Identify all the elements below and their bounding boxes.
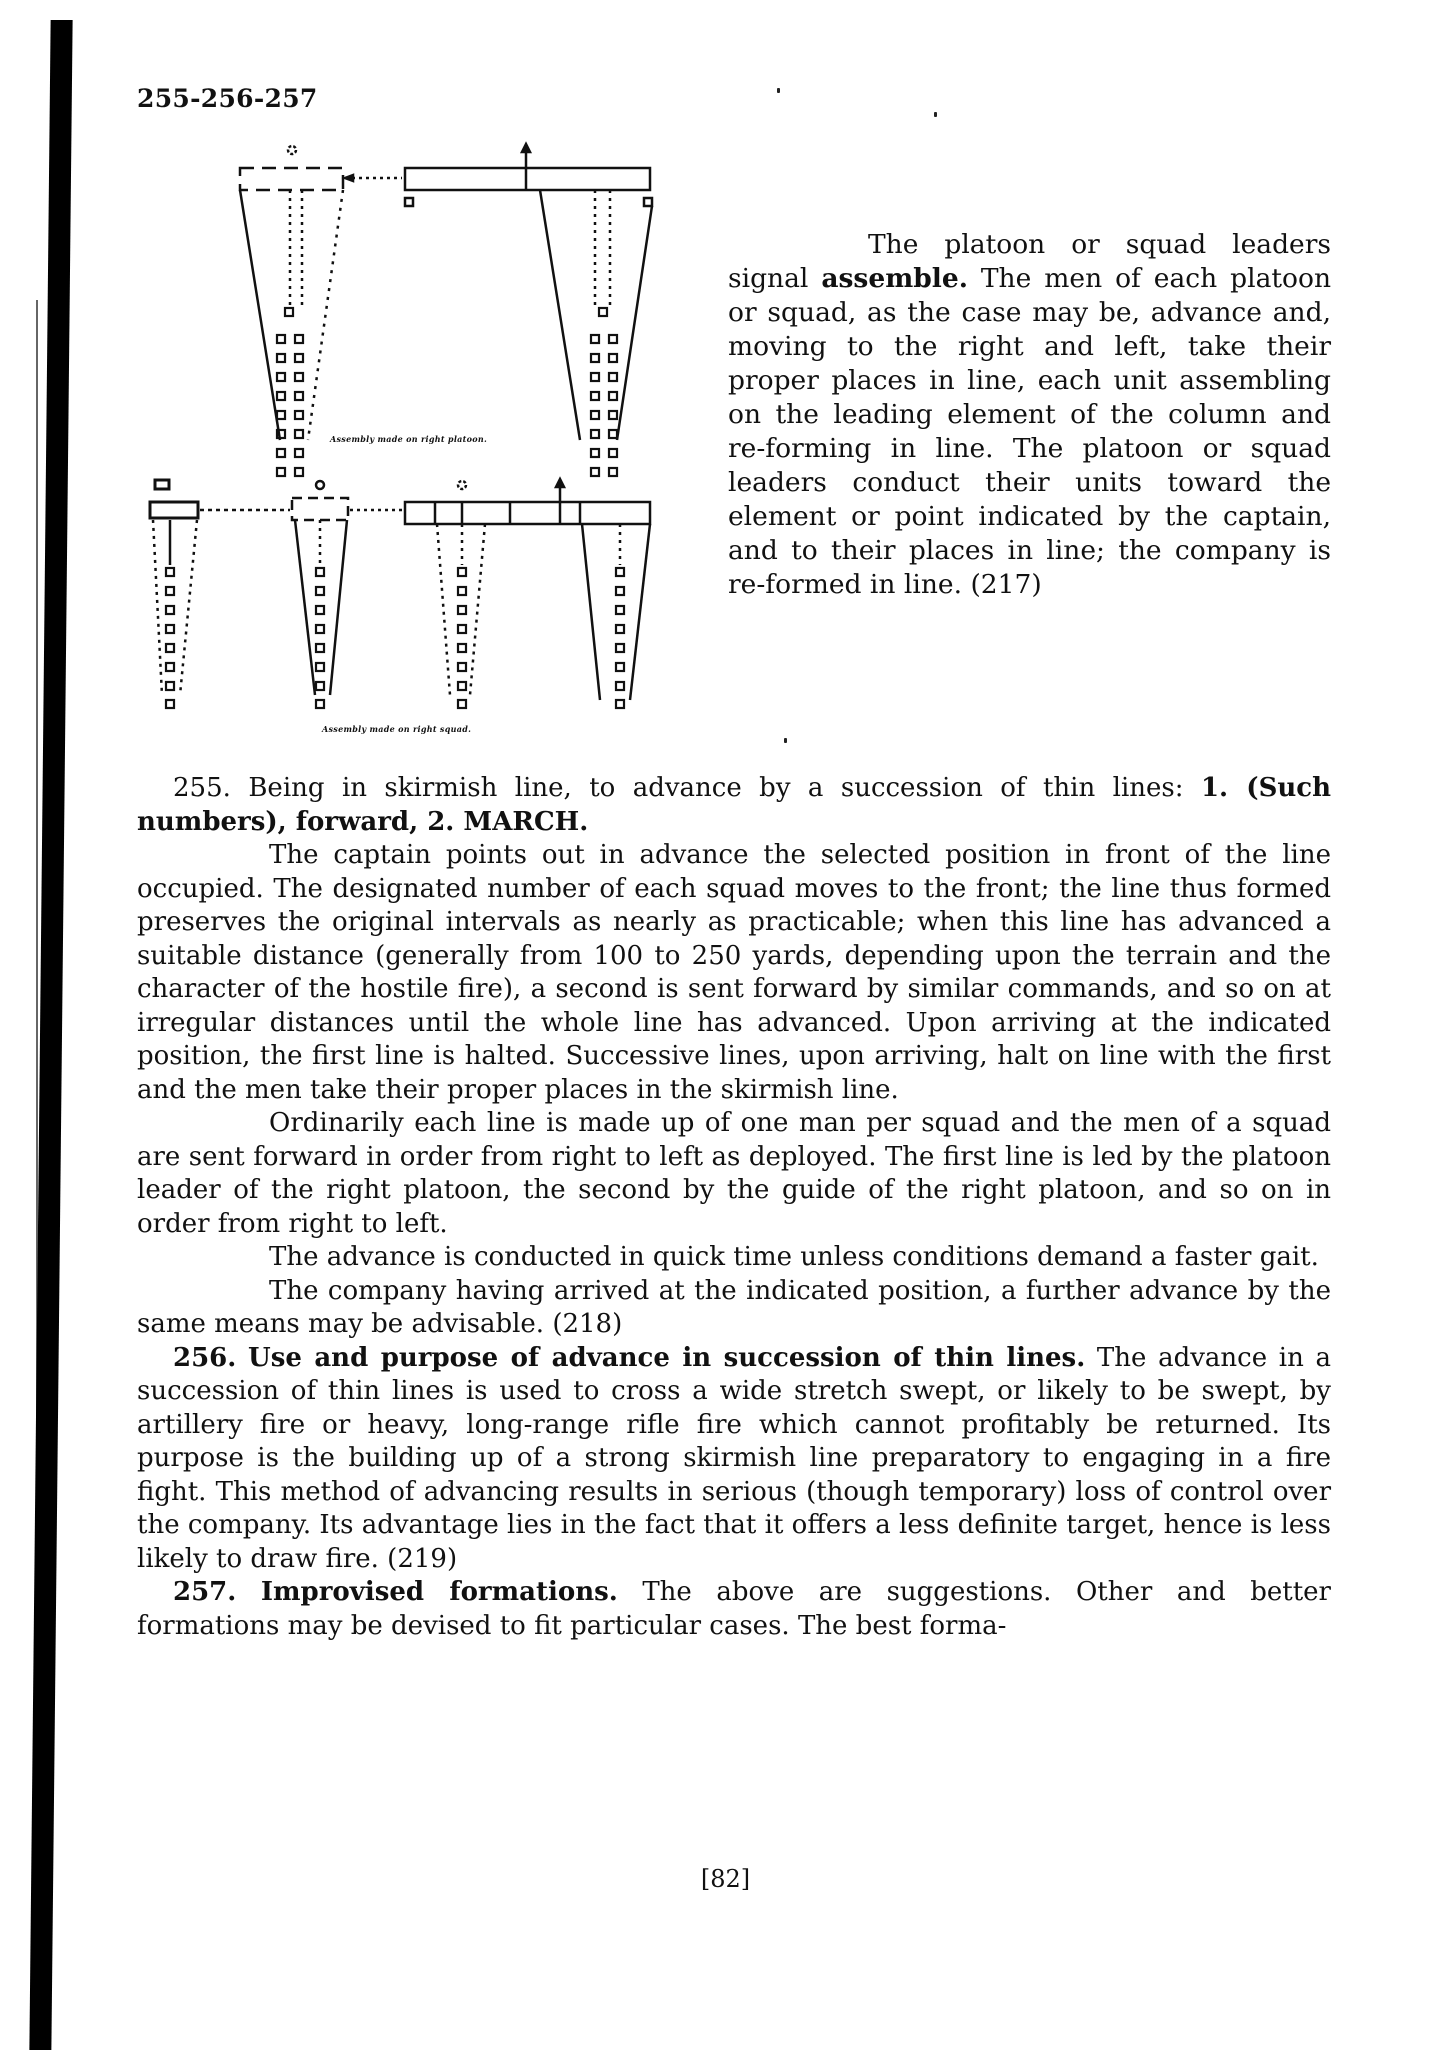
section-256 — [137, 1342, 1331, 1577]
formation-diagrams — [140, 140, 700, 740]
print-speck — [784, 738, 787, 743]
figure-caption-bottom: Assembly made on right squad. — [322, 724, 472, 734]
print-speck — [934, 112, 937, 117]
main-body-text — [137, 772, 1331, 1643]
section-255-command: 1. (Such numbers), forward, 2. MARCH. — [137, 773, 1332, 837]
section-257-text: The above are suggestions. Other and better formations may be devised to fit particular cases. The best forma- — [137, 1577, 1331, 1641]
page-number: [82] — [700, 1865, 751, 1893]
section-255-paragraph-1: The captain points out in advance the selected position in front of the line occupied. The designated number of each squad moves to the front; the line thus formed preserves the original intervals as nearly as practicable; when this line has advanced a suitable distance (generally from 100 to 250 yards, depending upon the terrain and the character of the hostile fire), a second is sent forward by similar commands, and so on at irregular distances until the whole line has advanced. Upon arriving at the indicated position, the first line is halted. Successive lines, upon arriving, halt on line with the first and the men take their proper places in the skirmish line. — [137, 840, 1331, 1105]
section-255-paragraph-2: Ordinarily each line is made up of one man per squad and the men of a squad are sent forward in order from right to left as deployed. The first line is led by the platoon leader of the right platoon, the second by the guide of the right platoon, and so on in order from right to left. — [137, 1108, 1331, 1239]
section-number: 256. — [173, 1342, 237, 1373]
page-header-section-numbers: 255-256-257 — [137, 84, 318, 113]
figure-caption-top: Assembly made on right platoon. — [330, 434, 488, 444]
section-256-text: The advance in a succession of thin lines is used to cross a wide stretch swept, or likely to be swept, by artillery fire or heavy, long-range rifle fire which cannot profitably be returned. Its purpose is the building up of a strong skirmish line preparatory to engaging in a fire fight. This method of advancing results in serious (though temporary) loss of control over the company. Its advantage lies in the fact that it offers a less definite target, hence is less likely to draw fire. (219) — [137, 1342, 1332, 1574]
section-255-paragraph-4: The company having arrived at the indicated position, a further advance by the same means may be advisable. (218) — [137, 1275, 1331, 1339]
section-title: Use and purpose of advance in succession of thin lines. — [248, 1342, 1086, 1373]
section-title: Improvised formations. — [260, 1577, 618, 1607]
assemble-command: assemble. — [821, 263, 968, 294]
section-number: 257. — [173, 1577, 237, 1607]
section-title: Being in skirmish line, to advance by a succession of thin lines: — [248, 773, 1184, 803]
print-speck — [777, 88, 780, 93]
section-257 — [137, 1576, 1331, 1643]
assemble-text: The men of each platoon or squad, as the case may be, advance and, moving to the right and left, take their proper places in line, each unit assembling on the leading element of the column and re-forming in line. The platoon or squad leaders conduct their units toward the element or point indicated by the captain, and to their places in line; the company is re-formed in line. (217) — [728, 263, 1332, 600]
page-binding-shadow — [36, 300, 38, 2000]
assemble-lead: The platoon or squad leaders signal — [728, 229, 1331, 294]
assemble-paragraph — [728, 228, 1331, 602]
section-number: 255. — [173, 773, 231, 803]
section-255-paragraph-3: The advance is conducted in quick time unless conditions demand a faster gait. — [269, 1242, 1319, 1272]
section-255-heading — [137, 772, 1331, 839]
